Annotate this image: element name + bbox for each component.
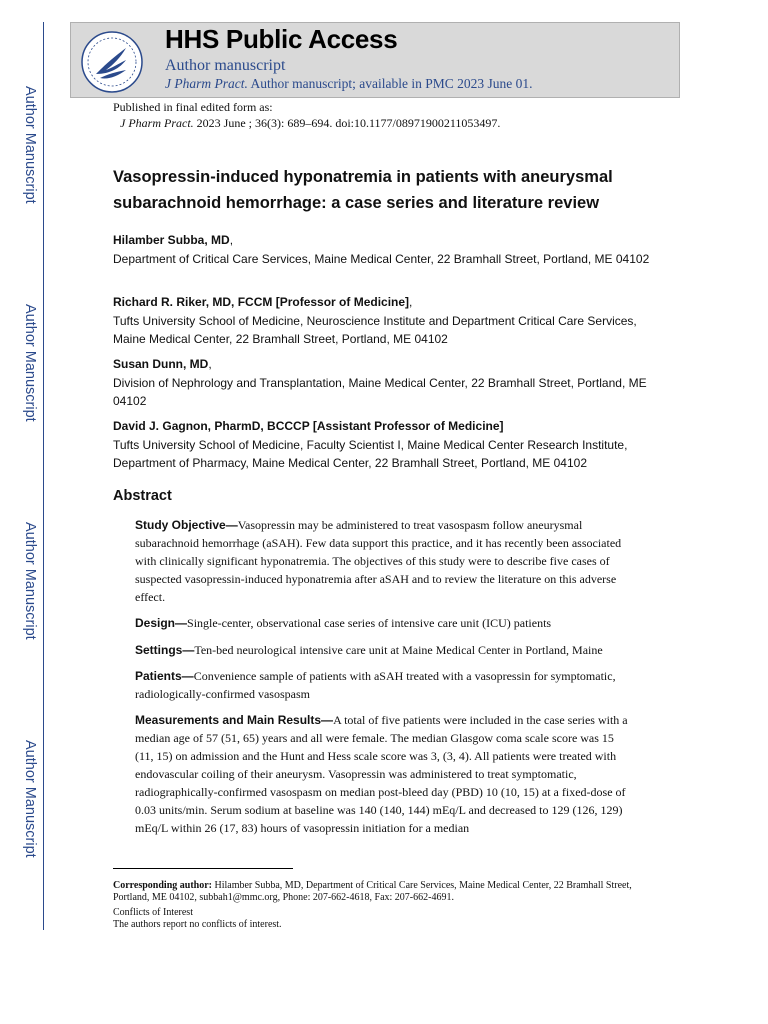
conflicts-heading: Conflicts of Interest (113, 907, 193, 918)
author-affiliation: Tufts University School of Medicine, Neuroscience Institute and Department Critical Care Services, Maine Medical Center, 22 Bramhall Street, Portland, ME 04102 (113, 314, 637, 346)
hhs-seal-logo-icon (80, 30, 144, 94)
publication-citation (120, 116, 500, 131)
author-name: Susan Dunn, MD, (113, 357, 212, 371)
author-name-text: Richard R. Riker, MD, FCCM [Professor of Medicine] (113, 295, 410, 309)
published-intro: Published in final edited form as: (113, 100, 273, 114)
author-name-text: Susan Dunn, MD (113, 357, 209, 371)
citation-details: 2023 June ; 36(3): 689–694. doi:10.1177/08971900211053497. (193, 116, 501, 130)
availability-line (165, 76, 532, 92)
author-name (113, 419, 504, 433)
author-manuscript-sidebar (0, 0, 46, 930)
abstract-patients (135, 667, 635, 703)
corresponding-author-note (113, 880, 653, 904)
section-text: A total of five patients were included in the case series with a median age of 57 (51, 65) years and all were female. The median Glasgow coma scale score was 15 (11, 15) on admission and the Hunt and Hess scale score was 3, (3, 4). All patients were treated with endovascular coiling of their aneurysm. Vasopressin was administered to treat symptomatic, radiographically-confirmed vasospasm on median post-bleed day (PBD) 10 (10, 15) at a fixed-dose of 0.03 units/min. Serum sodium at baseline was 140 (140, 144) mEq/L and decreased to 129 (126, 129) mEq/L within 26 (17, 83) hours of vasopressin initiation for a median (135, 713, 628, 835)
author-name: Hilamber Subba, MD, (113, 233, 234, 247)
corresponding-label: Corresponding author: (113, 880, 212, 891)
article-title: Vasopressin-induced hyponatremia in patients with aneurysmal subarachnoid hemorrhage: a case series and literature review (113, 168, 613, 212)
section-label: Settings— (135, 643, 195, 657)
section-text: Ten-bed neurological intensive care unit at Maine Medical Center in Portland, Maine (194, 643, 603, 657)
section-label: Patients— (135, 669, 194, 683)
journal-abbrev: J Pharm Pract. (165, 76, 248, 91)
abstract-study-objective (135, 516, 635, 606)
section-text: Convenience sample of patients with aSAH treated with a vasopressin for symptomatic, radiologically-confirmed vasospasm (135, 669, 616, 701)
abstract-design (135, 614, 635, 632)
section-label: Measurements and Main Results— (135, 713, 334, 727)
citation-journal: J Pharm Pract. (120, 116, 194, 130)
section-label: Study Objective— (135, 518, 238, 532)
author-manuscript-label: Author Manuscript (22, 304, 38, 422)
author-name-text: David J. Gagnon, PharmD, BCCCP [Assistant Professor of Medicine] (113, 419, 504, 433)
abstract-measurements-results (135, 711, 635, 837)
section-text: Vasopressin may be administered to treat vasospasm follow aneurysmal subarachnoid hemorrhage (aSAH). Few data support this practice, and it has recently been associated with clinically significant hyponatremia. The objectives of this study were to describe five cases of suspected vasopressin-induced hyponatremia after aSAH and to review the literature on this adverse effect. (135, 518, 622, 604)
abstract-settings (135, 641, 635, 659)
footnote-rule (113, 868, 293, 869)
author-affiliation: Tufts University School of Medicine, Faculty Scientist I, Maine Medical Center Research Institute, Department of Pharmacy, Maine Medical Center, 22 Bramhall Street, Portland, ME 04102 (113, 438, 628, 470)
hhs-public-access-title: HHS Public Access (165, 24, 398, 54)
author-affiliation: Department of Critical Care Services, Maine Medical Center, 22 Bramhall Street, Portland, ME 04102 (113, 252, 650, 266)
author-manuscript-label: Author Manuscript (22, 522, 38, 640)
author-manuscript-label: Author Manuscript (22, 86, 38, 204)
author-manuscript-subtitle: Author manuscript (165, 57, 286, 74)
section-label: Design— (135, 616, 188, 630)
conflicts-text: The authors report no conflicts of interest. (113, 919, 282, 930)
author-name-text: Hilamber Subba, MD (113, 233, 230, 247)
corresponding-text: Hilamber Subba, MD, Department of Critical Care Services, Maine Medical Center, 22 Bramhall Street, Portland, ME 04102, subbah1@mmc.org, Phone: 207-662-4618, Fax: 207-662-4691. (113, 880, 632, 903)
author-name: Richard R. Riker, MD, FCCM [Professor of Medicine], (113, 295, 413, 309)
author-manuscript-label: Author Manuscript (22, 740, 38, 858)
section-text: Single-center, observational case series of intensive care unit (ICU) patients (187, 616, 552, 630)
abstract-heading: Abstract (113, 488, 172, 504)
author-affiliation: Division of Nephrology and Transplantation, Maine Medical Center, 22 Bramhall Street, Portland, ME 04102 (113, 376, 647, 408)
sidebar-rule (43, 22, 44, 930)
availability-text: Author manuscript; available in PMC 2023 June 01. (247, 76, 533, 91)
